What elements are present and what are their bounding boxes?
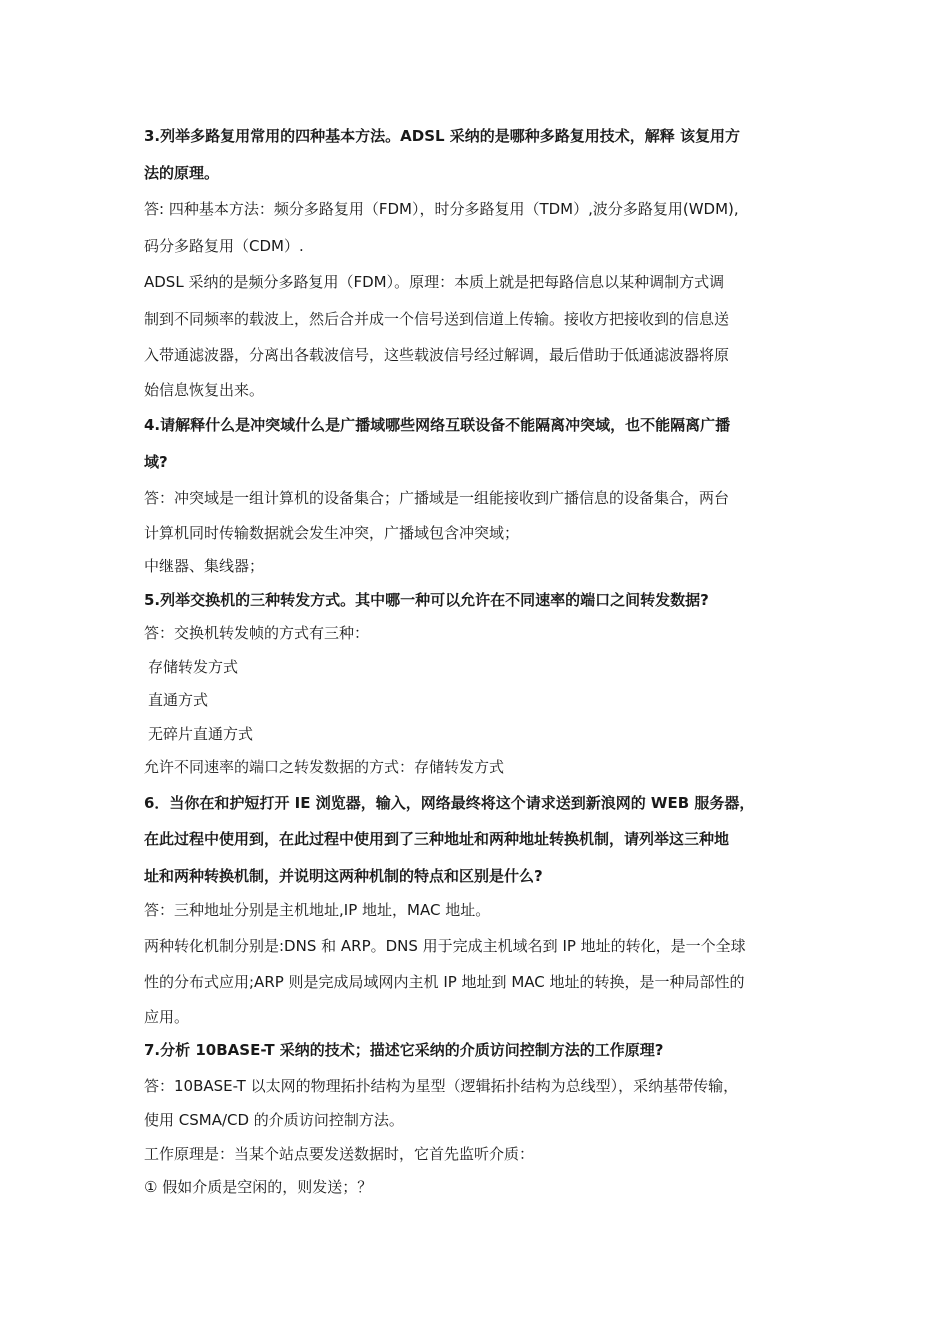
answer-6-line-1: 答：三种地址分别是主机地址,IP 地址，MAC 地址。	[144, 901, 491, 919]
question-3-line-1: 3.列举多路复用常用的四种基本方法。ADSL 采纳的是哪种多路复用技术，解释 该复用方	[144, 127, 741, 145]
answer-7-line-2: 使用 CSMA/CD 的介质访问控制方法。	[144, 1111, 404, 1129]
question-4-line-2: 域?	[144, 452, 168, 471]
question-6-line-2: 在此过程中使用到，在此过程中使用到了三种地址和两种地址转换机制，请列举这三种地	[144, 830, 730, 848]
question-4-line-1: 4.请解释什么是冲突域什么是广播域哪些网络互联设备不能隔离冲突域，也不能隔离广播	[144, 416, 731, 434]
answer-6-line-3: 性的分布式应用;ARP 则是完成局域网内主机 IP 地址到 MAC 地址的转换，是一种局部性的	[144, 973, 745, 991]
question-7-line-1: 7.分析 10BASE-T 采纳的技术；描述它采纳的介质访问控制方法的工作原理?	[144, 1041, 664, 1059]
answer-3-line-4: 制到不同频率的载波上，然后合并成一个信号送到信道上传输。接收方把接收到的信息送	[144, 309, 730, 328]
answer-3-line-3: ADSL 采纳的是频分多路复用（FDM）。原理：本质上就是把每路信息以某种调制方式调	[144, 273, 725, 291]
answer-5-item-2: 直通方式	[148, 691, 209, 709]
answer-6-line-2: 两种转化机制分别是:DNS 和 ARP。DNS 用于完成主机域名到 IP 地址的转化，是一个全球	[144, 936, 746, 955]
answer-5-line-5: 允许不同速率的端口之转发数据的方式：存储转发方式	[144, 758, 505, 776]
answer-7-line-1: 答：10BASE-T 以太网的物理拓扑结构为星型（逻辑拓扑结构为总线型），采纳基带传输，	[144, 1076, 739, 1095]
question-5-line-1: 5.列举交换机的三种转发方式。其中哪一种可以允许在不同速率的端口之间转发数据?	[144, 590, 709, 609]
question-6-line-1: 6．当你在和护短打开 IE 浏览器，输入，网络最终将这个请求送到新浪网的 WEB 服务器，	[144, 793, 755, 812]
answer-6-line-4: 应用。	[144, 1007, 190, 1026]
question-3-line-2: 法的原理。	[144, 163, 220, 182]
answer-3-line-1: 答: 四种基本方法：频分多路复用（FDM），时分多路复用（TDM）,波分多路复用(WDM),	[144, 200, 739, 218]
answer-3-line-6: 始信息恢复出来。	[144, 380, 265, 399]
answer-4-line-1: 答：冲突域是一组计算机的设备集合；广播域是一组能接收到广播信息的设备集合，两台	[144, 489, 730, 507]
answer-3-line-5: 入带通滤波器，分离出各载波信号，这些载波信号经过解调，最后借助于低通滤波器将原	[144, 346, 730, 364]
answer-4-line-2: 计算机同时传输数据就会发生冲突，广播域包含冲突域；	[144, 523, 520, 542]
answer-5-item-3: 无碎片直通方式	[148, 724, 254, 743]
answer-7-line-4: ① 假如介质是空闲的，则发送；？	[144, 1178, 373, 1196]
answer-3-line-2: 码分多路复用（CDM）.	[144, 236, 304, 255]
answer-5-item-1: 存储转发方式	[148, 657, 239, 676]
answer-4-line-3: 中继器、集线器；	[144, 557, 265, 575]
question-6-line-3: 址和两种转换机制，并说明这两种机制的特点和区别是什么?	[144, 866, 543, 885]
answer-5-line-1: 答：交换机转发帧的方式有三种：	[144, 624, 370, 642]
document-body	[144, 118, 806, 1205]
answer-7-line-3: 工作原理是：当某个站点要发送数据时，它首先监听介质：	[144, 1144, 535, 1163]
